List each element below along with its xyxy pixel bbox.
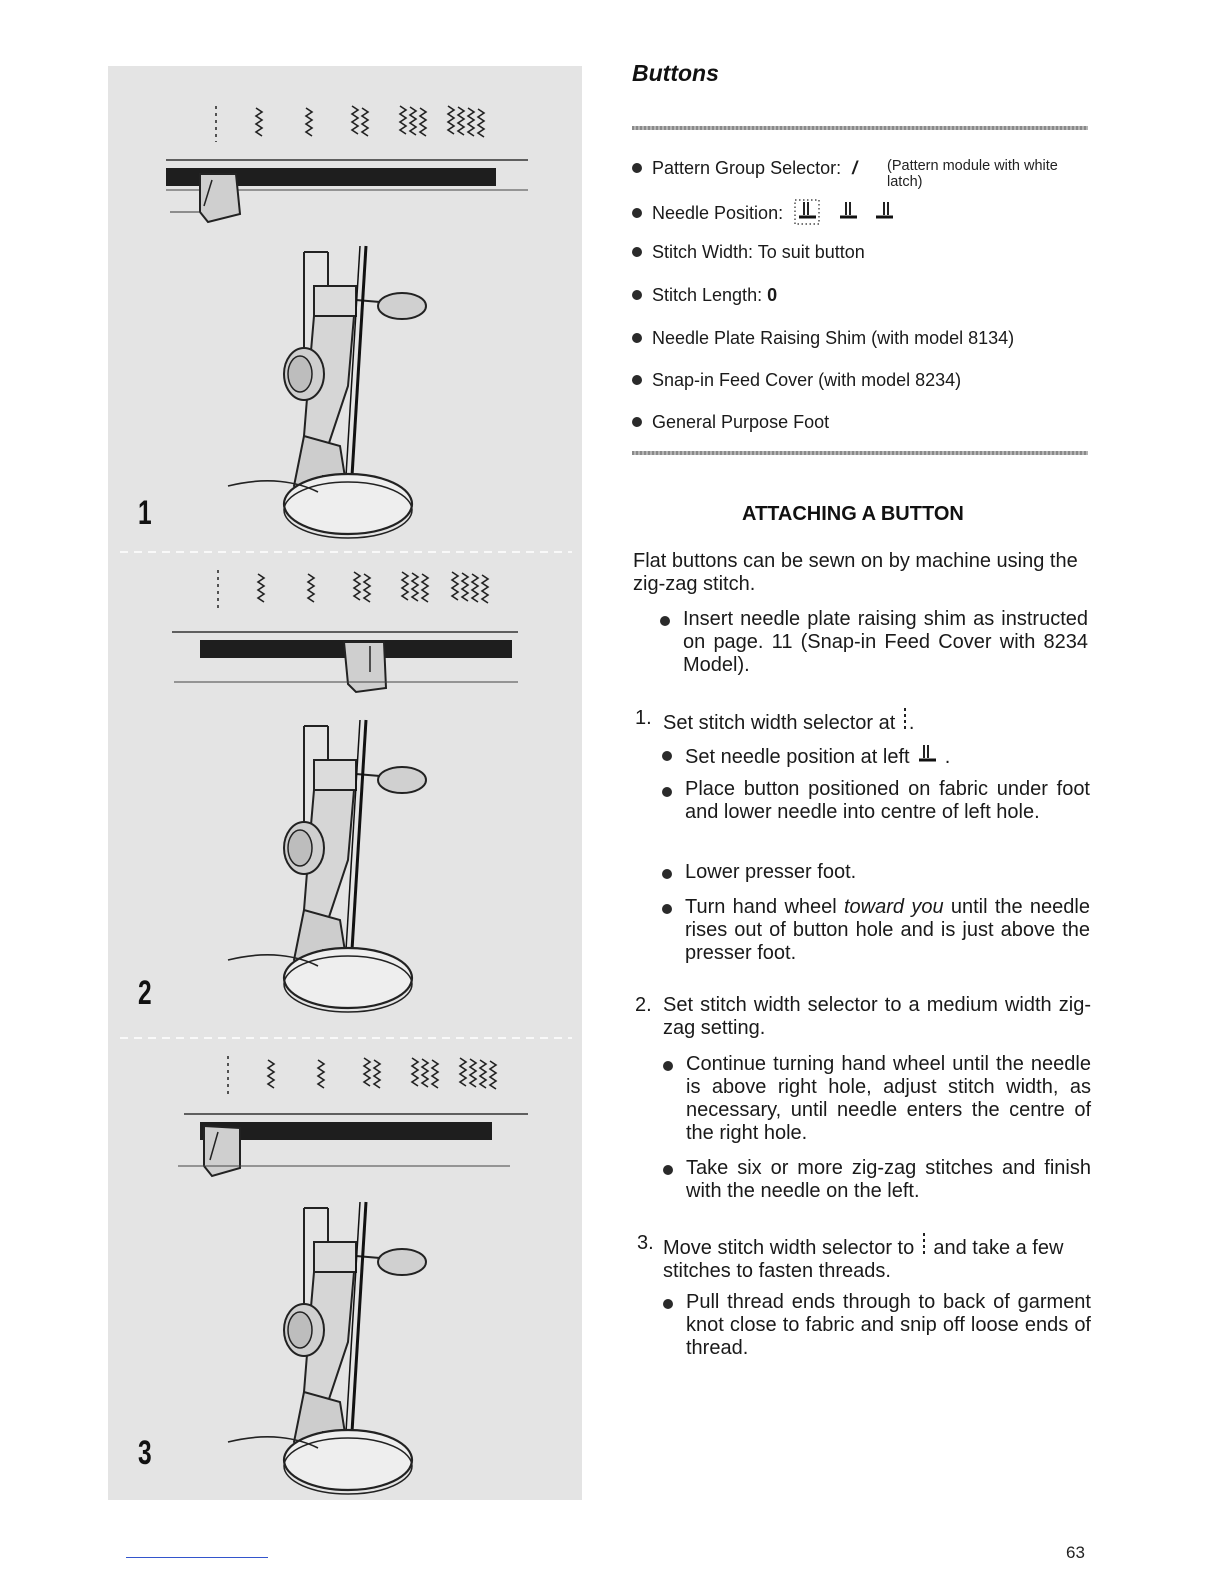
step-3-bullet-1: Pull thread ends through to back of garment knot close to fabric and snip off loose ends of thread.	[686, 1291, 1091, 1359]
step-3	[663, 1232, 1093, 1283]
spec-foot	[632, 412, 829, 433]
step-1-text: Set stitch width selector at	[663, 712, 896, 734]
stitch-length-value: 0	[767, 285, 778, 305]
step-1-number: 1.	[635, 707, 652, 729]
spec-text: Stitch Width: To suit button	[652, 242, 865, 262]
step-1-bullet-4	[685, 896, 1090, 965]
straight-stitch-icon	[901, 707, 909, 731]
figure-label-3: 3	[138, 1434, 152, 1472]
bullet-icon	[662, 904, 672, 914]
sewing-diagram	[108, 66, 582, 1500]
step-2-text: Set stitch width selector to a medium width zig-zag setting.	[663, 994, 1091, 1039]
step-2-bullet-2: Take six or more zig-zag stitches and finish with the needle on the left.	[686, 1157, 1091, 1202]
step-1-bullet-1: Set needle position at left .	[685, 743, 1085, 769]
spec-text: Needle Plate Raising Shim (with model 8134)	[652, 328, 1015, 348]
step-3-text-post: and take a few stitches to fasten threads.	[663, 1237, 1064, 1282]
bullet-icon	[662, 787, 672, 797]
step-1-bullet-1-text: Set needle position at left	[685, 746, 910, 768]
step-1-bullet-2: Place button positioned on fabric under foot and lower needle into centre of left hole.	[685, 778, 1090, 823]
spec-pattern-group	[632, 158, 857, 179]
turn-text-emphasis: toward you	[844, 896, 944, 918]
section-heading: ATTACHING A BUTTON	[742, 503, 964, 525]
top-rule	[632, 126, 1088, 130]
spec-text: Snap-in Feed Cover (with model 8234)	[652, 370, 962, 390]
straight-stitch-icon	[920, 1232, 928, 1256]
bullet-icon	[662, 751, 672, 761]
spec-needle-position	[632, 199, 904, 225]
spec-label: Pattern Group Selector:	[652, 158, 842, 178]
bullet-icon	[660, 616, 670, 626]
bullet-icon	[632, 290, 642, 300]
bottom-rule	[632, 451, 1088, 455]
spec-stitch-width	[632, 242, 865, 263]
spec-label: Needle Position:	[652, 203, 784, 223]
turn-text-post: until the needle rises out of button hole and is just above the presser foot.	[685, 896, 1090, 964]
spec-shim	[632, 328, 1014, 349]
spec-feed-cover	[632, 370, 961, 391]
figure-label-1: 1	[138, 494, 152, 532]
intro-paragraph: Flat buttons can be sewn on by machine using the zig-zag stitch.	[633, 550, 1078, 595]
footer-line	[126, 1557, 268, 1558]
figure-label-2: 2	[138, 974, 152, 1012]
spec-text: General Purpose Foot	[652, 412, 830, 432]
bullet-icon	[663, 1061, 673, 1071]
step-1: Set stitch width selector at .	[663, 707, 1083, 735]
step-3-text-pre: Move stitch width selector to	[663, 1237, 915, 1259]
page-title: Buttons	[632, 60, 719, 86]
bullet-icon	[632, 333, 642, 343]
spec-label: Stitch Length:	[652, 285, 763, 305]
page-number: 63	[1066, 1543, 1085, 1562]
needle-position-icons	[794, 199, 904, 225]
illustration-panel	[108, 66, 582, 1500]
turn-text-pre: Turn hand wheel	[685, 896, 837, 918]
bullet-icon	[663, 1165, 673, 1175]
spec-stitch-length	[632, 285, 777, 306]
bullet-icon	[632, 208, 642, 218]
bullet-icon	[632, 163, 642, 173]
pattern-group-symbol: /	[852, 158, 858, 178]
step-1-bullet-3: Lower presser foot.	[685, 861, 857, 883]
bullet-icon	[663, 1299, 673, 1309]
pattern-note: (Pattern module with white latch)	[887, 158, 1058, 190]
bullet-icon	[632, 417, 642, 427]
bullet-icon	[632, 375, 642, 385]
step-3-number: 3.	[637, 1232, 654, 1254]
needle-left-icon	[915, 743, 939, 765]
bullet-icon	[632, 247, 642, 257]
intro-bullet: Insert needle plate raising shim as instructed on page. 11 (Snap-in Feed Cover with 8234 Model).	[683, 608, 1088, 676]
step-2-number: 2.	[635, 994, 652, 1016]
bullet-icon	[662, 869, 672, 879]
step-2-bullet-1: Continue turning hand wheel until the needle is above right hole, adjust stitch width, as necessary, until needle enters the centre of the right hole.	[686, 1053, 1091, 1144]
